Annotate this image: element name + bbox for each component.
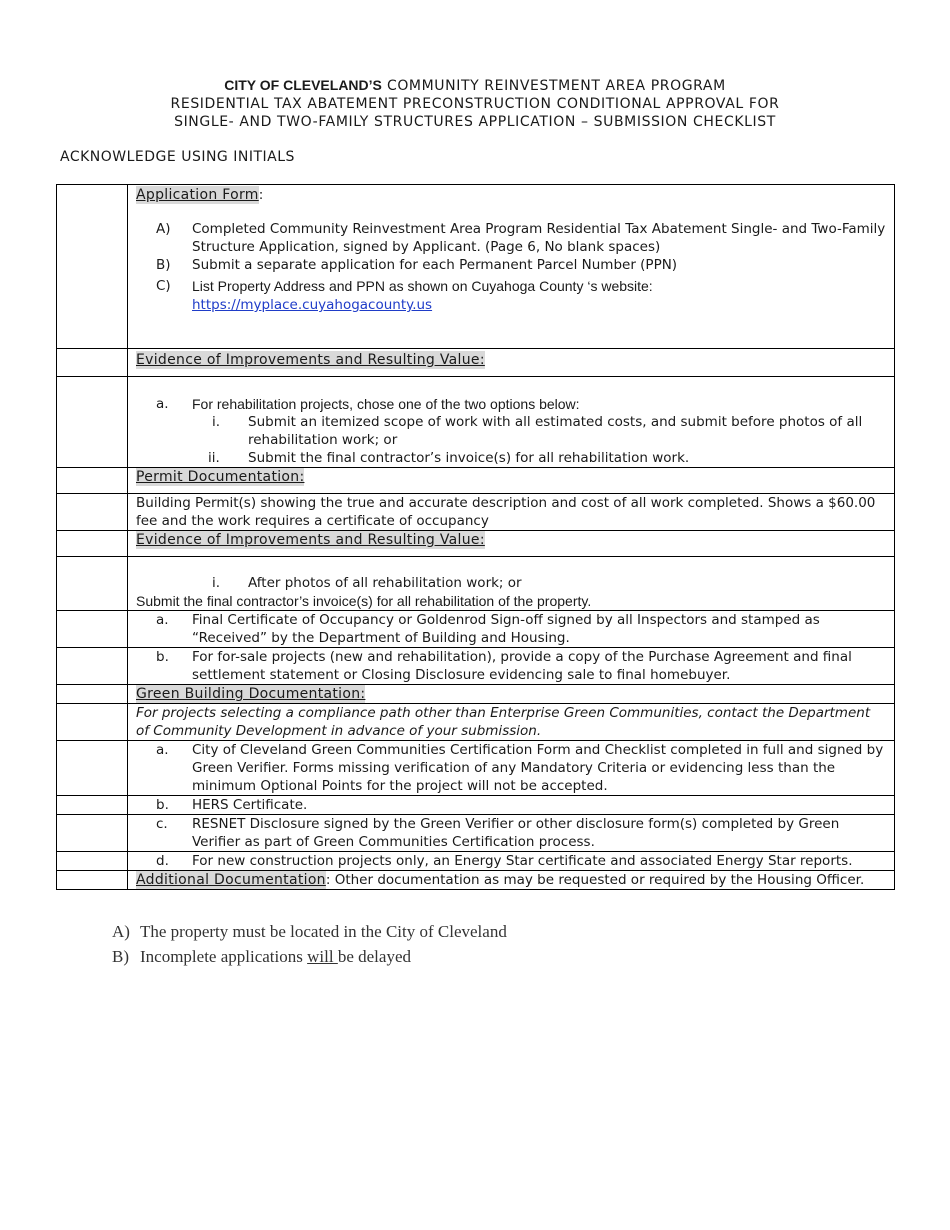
table-row [57,741,895,796]
list-item: B) Incomplete applications will be delayed [112,947,411,966]
evidence-item-cell [128,611,895,648]
table-row [57,611,895,648]
table-row [57,531,895,557]
initials-cell[interactable] [57,468,128,494]
document-title [0,76,950,131]
evidence-heading-cell [128,349,895,377]
cuyahoga-website-link[interactable]: https://myplace.cuyahogacounty.us [192,297,433,313]
section-heading: Additional Documentation [136,872,326,888]
initials-cell[interactable] [57,557,128,611]
list-item: A) Completed Community Reinvestment Area Program Residential Tax Abatement Single- and Two-Family Structure Application, signed by Applicant. (Page 6, No blank spaces) [156,221,886,255]
table-row [57,704,895,741]
title-line2: RESIDENTIAL TAX ABATEMENT PRECONSTRUCTION CONDITIONAL APPROVAL FOR [170,96,780,112]
table-row [57,815,895,852]
section-heading: Evidence of Improvements and Resulting Value: [136,352,485,368]
initials-cell[interactable] [57,648,128,685]
initials-cell[interactable] [57,494,128,531]
additional-cell: Additional Documentation: Other documentation as may be requested or required by the Housing Officer. [128,871,895,890]
list-item: i. After photos of all rehabilitation work; or [212,575,522,591]
list-item: i. Submit an itemized scope of work with all estimated costs, and submit before photos of all rehabilitation work; or [212,414,863,448]
table-row [57,685,895,704]
list-item: a. City of Cleveland Green Communities Certification Form and Checklist completed in full and signed by Green Verifier. Forms missing verification of any Mandatory Criteria or evidencing less than the minimum Optional Points for the project will not be accepted. [156,742,884,794]
list-item: a. For rehabilitation projects, chose one of the two options below: [156,396,580,412]
title-city: CITY OF CLEVELAND’S [224,77,382,93]
list-item: b. For for-sale projects (new and rehabilitation), provide a copy of the Purchase Agreement and final settlement statement or Closing Disclosure evidencing sale to final homebuyer. [156,649,852,683]
list-item: a. Final Certificate of Occupancy or Goldenrod Sign-off signed by all Inspectors and stamped as “Received” by the Department of Building and Housing. [156,612,820,646]
green-item-cell [128,741,895,796]
title-line3: SINGLE- AND TWO-FAMILY STRUCTURES APPLICATION – SUBMISSION CHECKLIST [174,114,776,130]
initials-cell[interactable] [57,611,128,648]
table-row [57,648,895,685]
initials-cell[interactable] [57,531,128,557]
initials-cell[interactable] [57,741,128,796]
table-row [57,796,895,815]
initials-cell[interactable] [57,685,128,704]
list-item: c. RESNET Disclosure signed by the Green Verifier or other disclosure form(s) completed by Green Verifier as part of Green Communities Certification process. [156,816,840,850]
title-line1: COMMUNITY REINVESTMENT AREA PROGRAM [381,78,726,94]
initials-cell[interactable] [57,852,128,871]
initials-cell[interactable] [57,796,128,815]
table-row [57,494,895,531]
evidence-content-cell [128,377,895,468]
section-heading: Evidence of Improvements and Resulting Value: [136,532,485,548]
application-form-cell: Application Form: A) Completed Community Reinvestment Area Program Residential Tax Abatement Single- and Two-Family Structure Application, signed by Applicant. (Page 6, No blank spaces) B) Submit a separate application for each Permanent Parcel Number (PPN) C) List Property Address and PPN as shown on Cuyahoga County ‘s website: https://myplace.cuyahogacounty.us [128,185,895,349]
evidence-heading-cell [128,531,895,557]
section-heading: Green Building Documentation: [136,686,366,702]
green-item-cell [128,796,895,815]
evidence-item-cell [128,648,895,685]
initials-cell[interactable] [57,349,128,377]
list-item: B) Submit a separate application for each Permanent Parcel Number (PPN) [156,257,678,273]
list-item: C) List Property Address and PPN as shown on Cuyahoga County ‘s website: https://myplace.cuyahogacounty.us [156,278,653,313]
table-row [57,557,895,611]
initials-cell[interactable] [57,871,128,890]
table-row [57,185,895,349]
table-row [57,852,895,871]
green-heading-cell [128,685,895,704]
green-item-cell [128,852,895,871]
evidence-content-cell [128,557,895,611]
permit-heading-cell [128,468,895,494]
green-item-cell [128,815,895,852]
initials-cell[interactable] [57,704,128,741]
table-row [57,377,895,468]
table-row [57,871,895,890]
submit-invoice-text: Submit the final contractor’s invoice(s) for all rehabilitation of the property. [136,593,592,609]
green-note-cell: For projects selecting a compliance path other than Enterprise Green Communities, contact the Department of Community Development in advance of your submission. [128,704,895,741]
list-item: ii. Submit the final contractor’s invoice(s) for all rehabilitation work. [208,450,690,466]
list-item: A) The property must be located in the City of Cleveland [112,922,507,941]
submission-checklist-table [56,184,895,890]
table-row [57,349,895,377]
initials-cell[interactable] [57,185,128,349]
section-heading: Permit Documentation: [136,469,305,485]
acknowledge-label: ACKNOWLEDGE USING INITIALS [60,149,295,165]
notes-list [112,919,507,969]
initials-cell[interactable] [57,377,128,468]
section-heading: Application Form [136,187,259,203]
permit-content-cell: Building Permit(s) showing the true and accurate description and cost of all work completed. Shows a $60.00 fee and the work requires a certificate of occupancy [128,494,895,531]
list-item: b. HERS Certificate. [156,797,308,813]
initials-cell[interactable] [57,815,128,852]
table-row [57,468,895,494]
list-item: d. For new construction projects only, an Energy Star certificate and associated Energy Star reports. [156,853,853,869]
